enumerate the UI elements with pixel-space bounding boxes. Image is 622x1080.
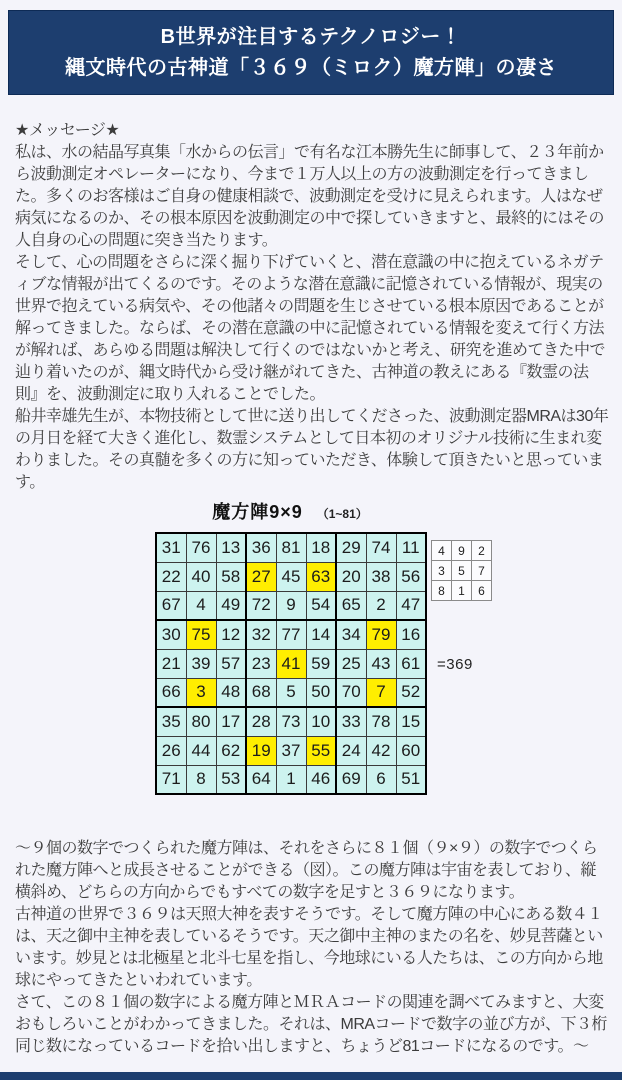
message-heading: ★メッセージ★ [15, 122, 120, 139]
grid-cell: 4 [432, 541, 452, 561]
grid-cell: 5 [452, 561, 472, 581]
grid-cell: 70 [336, 678, 366, 707]
grid-cell: 68 [246, 678, 276, 707]
grid-row [156, 649, 426, 678]
grid-cell: 67 [156, 591, 186, 620]
paragraph: そして、心の問題をさらに深く掘り下げていくと、潜在意識の中に抱えているネガティブな情報が出てくるのです。そのような潜在意識に記憶されている情報が、現実の世界で抱えている病気や、その他諸々の問題を生じさせている根本原因であることが解ってきました。ならば、その潜在意識の中に記憶されている情報を変えて行く方法が解れば、あらゆる問題は解決して行くのではないかと考え、研究を進めてきた中で辿り着いたのが、縄文時代から受け継がれてきた、古神道の教えにある『数霊の法則』を、波動測定に取り入れることでした。 [15, 254, 605, 403]
grid-cell: 56 [396, 562, 426, 591]
grid-cell: 72 [246, 591, 276, 620]
grid-cell: 1 [276, 765, 306, 794]
grid-cell: 38 [366, 562, 396, 591]
grid-cell: 66 [156, 678, 186, 707]
grid-row [156, 533, 426, 562]
grid-cell: 3 [186, 678, 216, 707]
grid-cell: 61 [396, 649, 426, 678]
grid-cell: 32 [246, 620, 276, 649]
paragraph: 私は、水の結晶写真集「水からの伝言」で有名な江本勝先生に師事して、２３年前から波動測定オペレーターになり、今まで１万人以上の方の波動測定を行ってきました。多くのお客様はご自身の健康相談で、波動測定を受けに見えられます。人はなぜ病気になるのか、その根本原因を波動測定の中で探していきますと、最終的にはその人自身の心の問題に突き当たります。 [15, 144, 605, 249]
grid-cell: 9 [452, 541, 472, 561]
grid-cell: 28 [246, 707, 276, 736]
grid-cell: 74 [366, 533, 396, 562]
grid-cell: 62 [216, 736, 246, 765]
grid-cell: 59 [306, 649, 336, 678]
message-section [15, 120, 609, 494]
grid-cell: 55 [306, 736, 336, 765]
grid-cell: 41 [276, 649, 306, 678]
grid-row [156, 562, 426, 591]
grid-cell: 42 [366, 736, 396, 765]
grid-row [432, 541, 492, 561]
grid-cell: 27 [246, 562, 276, 591]
grid-cell: 35 [156, 707, 186, 736]
magic-square-figure [0, 498, 622, 808]
grid-cell: 77 [276, 620, 306, 649]
grid-cell: 76 [186, 533, 216, 562]
grid-cell: 25 [336, 649, 366, 678]
grid-cell: 81 [276, 533, 306, 562]
grid-cell: 51 [396, 765, 426, 794]
grid-cell: 40 [186, 562, 216, 591]
grid-cell: 22 [156, 562, 186, 591]
grid-cell: 4 [186, 591, 216, 620]
banner-title-line1: B世界が注目するテクノロジー！ [160, 25, 462, 48]
figure-title: 魔方陣9×9 [212, 502, 303, 522]
paragraph: 古神道の世界で３６９は天照大神を表すそうです。そして魔方陣の中心にある数４１は、天之御中主神を表しているそうです。天之御中主神のまたの名を、妙見菩薩といいます。妙見とは北極星と北斗七星を指し、今地球にいる人たちは、この方向から地球にやってきたといわれています。 [15, 906, 603, 989]
grid-cell: 37 [276, 736, 306, 765]
grid-row [156, 765, 426, 794]
grid-cell: 1 [452, 581, 472, 601]
grid-cell: 69 [336, 765, 366, 794]
sum-369-label: =369 [437, 656, 473, 673]
grid-cell: 7 [472, 561, 492, 581]
grid-cell: 19 [246, 736, 276, 765]
grid-cell: 11 [396, 533, 426, 562]
figure-title-row [155, 498, 425, 524]
grid-cell: 18 [306, 533, 336, 562]
grid-cell: 80 [186, 707, 216, 736]
grid-cell: 12 [216, 620, 246, 649]
banner-title-line2: 縄文時代の古神道「３６９（ミロク）魔方陣」の凄さ [65, 56, 557, 79]
magic-square-81 [155, 532, 427, 795]
paragraph: さて、この８１個の数字による魔方陣とＭＲＡコードの関連を調べてみますと、大変おもしろいことがわかってきました。それは、MRAコードで数字の並び方が、下３桁同じ数になっているコードを拾い出しますと、ちょうど81コードになるのです。～ [15, 994, 608, 1055]
grid-cell: 79 [366, 620, 396, 649]
grid-cell: 65 [336, 591, 366, 620]
grid-cell: 47 [396, 591, 426, 620]
grid-cell: 15 [396, 707, 426, 736]
grid-cell: 46 [306, 765, 336, 794]
grid-cell: 33 [336, 707, 366, 736]
explanation-paragraphs [15, 838, 609, 1058]
grid-cell: 21 [156, 649, 186, 678]
paragraph: ～９個の数字でつくられた魔方陣は、それをさらに８１個（９×９）の数字でつくられた魔方陣へと成長させることができる（図）。この魔方陣は宇宙を表しており、縦横斜め、どちらの方向からでもすべての数字を足すと３６９になります。 [15, 840, 598, 901]
grid-cell: 36 [246, 533, 276, 562]
figure-range-label: （1~81） [316, 507, 368, 521]
grid-cell: 71 [156, 765, 186, 794]
grid-cell: 50 [306, 678, 336, 707]
grid-cell: 60 [396, 736, 426, 765]
grid-cell: 73 [276, 707, 306, 736]
grid-cell: 3 [432, 561, 452, 581]
grid-cell: 43 [366, 649, 396, 678]
grid-cell: 49 [216, 591, 246, 620]
grid-cell: 14 [306, 620, 336, 649]
grid-cell: 64 [246, 765, 276, 794]
paragraph: 船井幸雄先生が、本物技術として世に送り出してくださった、波動測定器MRAは30年の月日を経て大きく進化し、数霊システムとして日本初のオリジナル技術に生まれ変わりました。その真髄を多くの方に知っていただき、体験して頂きたいと思っています。 [15, 408, 609, 491]
grid-cell: 6 [472, 581, 492, 601]
grid-row [156, 707, 426, 736]
grid-cell: 9 [276, 591, 306, 620]
grid-cell: 52 [396, 678, 426, 707]
grid-cell: 29 [336, 533, 366, 562]
grid-cell: 30 [156, 620, 186, 649]
grid-cell: 75 [186, 620, 216, 649]
grid-cell: 16 [396, 620, 426, 649]
grid-cell: 2 [366, 591, 396, 620]
grid-row [432, 581, 492, 601]
grid-cell: 2 [472, 541, 492, 561]
grid-cell: 7 [366, 678, 396, 707]
grid-cell: 48 [216, 678, 246, 707]
grid-cell: 45 [276, 562, 306, 591]
grid-row [156, 620, 426, 649]
grid-cell: 53 [216, 765, 246, 794]
grid-cell: 20 [336, 562, 366, 591]
footer-bar [0, 1072, 622, 1080]
grid-cell: 5 [276, 678, 306, 707]
grid-cell: 57 [216, 649, 246, 678]
grid-cell: 17 [216, 707, 246, 736]
title-banner [8, 10, 614, 95]
grid-cell: 8 [432, 581, 452, 601]
grid-cell: 78 [366, 707, 396, 736]
magic-square-9 [431, 540, 492, 601]
grid-row [156, 591, 426, 620]
grid-cell: 54 [306, 591, 336, 620]
explanation-section [15, 838, 609, 1058]
grid-cell: 39 [186, 649, 216, 678]
grid-row [156, 736, 426, 765]
grid-cell: 63 [306, 562, 336, 591]
grid-cell: 8 [186, 765, 216, 794]
grid-row [156, 678, 426, 707]
grid-cell: 34 [336, 620, 366, 649]
grid-cell: 26 [156, 736, 186, 765]
grid-cell: 24 [336, 736, 366, 765]
grid-cell: 6 [366, 765, 396, 794]
grid-cell: 13 [216, 533, 246, 562]
grid-cell: 44 [186, 736, 216, 765]
grid-cell: 23 [246, 649, 276, 678]
grid-cell: 58 [216, 562, 246, 591]
grid-row [432, 561, 492, 581]
grid-cell: 31 [156, 533, 186, 562]
grid-cell: 10 [306, 707, 336, 736]
message-paragraphs [15, 142, 609, 494]
